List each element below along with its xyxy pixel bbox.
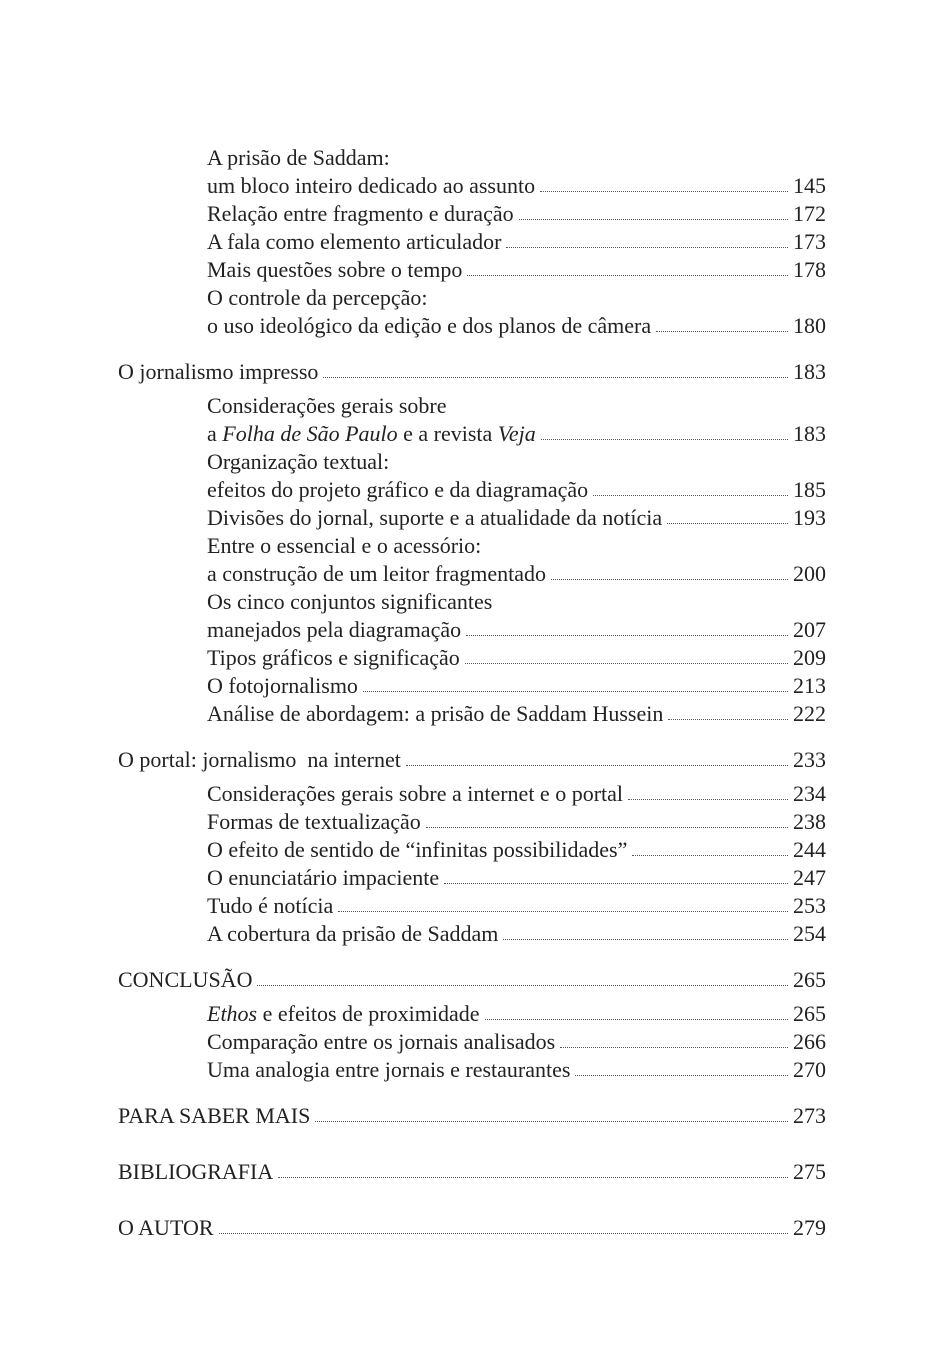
- toc-entry-title: Divisões do jornal, suporte e a atualidade da notícia: [207, 505, 663, 530]
- toc-entry-title: Comparação entre os jornais analisados: [207, 1029, 556, 1054]
- toc-page-number: 178: [793, 257, 826, 282]
- toc-chapter-title: O portal: jornalismo na internet: [118, 747, 401, 772]
- title-italic: Veja: [497, 421, 536, 446]
- toc-entry: [118, 644, 826, 672]
- toc-entry-title: Mais questões sobre o tempo: [207, 257, 463, 282]
- dot-leader: [315, 1115, 788, 1122]
- dot-leader: [560, 1041, 788, 1048]
- toc-page-number: 145: [793, 173, 826, 198]
- toc-entry-title: [207, 420, 536, 448]
- dot-leader: [485, 1013, 789, 1020]
- toc-page-number: 172: [793, 201, 826, 226]
- toc-page-number: 183: [793, 421, 826, 446]
- toc-entry-title: A fala como elemento articulador: [207, 229, 502, 254]
- toc-entry: [118, 476, 826, 504]
- toc-page-number: 253: [793, 893, 826, 918]
- title-text: e a revista: [397, 421, 498, 446]
- toc-entry-line: A prisão de Saddam:: [207, 145, 390, 170]
- title-italic: Folha de São Paulo: [222, 421, 398, 446]
- toc-entry-title: um bloco inteiro dedicado ao assunto: [207, 173, 536, 198]
- toc-entry-title: Formas de textualização: [207, 809, 421, 834]
- toc-chapter: [118, 1214, 826, 1242]
- toc-page-number: 247: [793, 865, 826, 890]
- toc-page-number: 238: [793, 809, 826, 834]
- toc-entry: [118, 1056, 826, 1084]
- toc-chapter-title: O AUTOR: [118, 1215, 214, 1240]
- dot-leader: [541, 433, 788, 440]
- toc-page-number: 233: [793, 747, 826, 772]
- dot-leader: [363, 685, 788, 692]
- toc-entry: [118, 228, 826, 256]
- dot-leader: [668, 713, 788, 720]
- dot-leader: [323, 371, 788, 378]
- toc-entry-title: o uso ideológico da edição e dos planos de câmera: [207, 313, 652, 338]
- dot-leader: [406, 759, 788, 766]
- dot-leader: [257, 979, 788, 986]
- toc-page-number: 213: [793, 673, 826, 698]
- toc-entry-title: A cobertura da prisão de Saddam: [207, 921, 499, 946]
- toc-page-number: 254: [793, 921, 826, 946]
- toc-entry: [118, 700, 826, 728]
- toc-page-number: 234: [793, 781, 826, 806]
- toc-entry: [118, 504, 826, 532]
- toc-chapter-title: BIBLIOGRAFIA: [118, 1159, 274, 1184]
- dot-leader: [503, 933, 788, 940]
- toc-entry: [118, 420, 826, 448]
- toc-entry-line: Considerações gerais sobre: [207, 393, 447, 418]
- toc-entry-title: Tudo é notícia: [207, 893, 334, 918]
- table-of-contents: [118, 144, 826, 1242]
- toc-chapter: [118, 746, 826, 774]
- toc-entry: [118, 672, 826, 700]
- toc-entry-title: Tipos gráficos e significação: [207, 645, 460, 670]
- toc-chapter-title: CONCLUSÃO: [118, 967, 253, 992]
- toc-entry-title: Análise de abordagem: a prisão de Saddam Hussein: [207, 701, 664, 726]
- toc-entry: [118, 256, 826, 284]
- dot-leader: [219, 1227, 788, 1234]
- dot-leader: [278, 1171, 788, 1178]
- dot-leader: [628, 793, 788, 800]
- toc-entry-line: Organização textual:: [207, 449, 390, 474]
- toc-entry-title: O enunciatário impaciente: [207, 865, 440, 890]
- toc-entry: [118, 172, 826, 200]
- dot-leader: [667, 517, 788, 524]
- toc-entry: [118, 1028, 826, 1056]
- dot-leader: [575, 1069, 788, 1076]
- toc-entry: [118, 1000, 826, 1028]
- toc-page-number: 273: [793, 1103, 826, 1128]
- dot-leader: [467, 269, 788, 276]
- toc-page-number: 279: [793, 1215, 826, 1240]
- dot-leader: [338, 905, 788, 912]
- toc-chapter-title: O jornalismo impresso: [118, 359, 319, 384]
- toc-entry-line: Entre o essencial e o acessório:: [207, 533, 482, 558]
- toc-entry-title: Considerações gerais sobre a internet e o portal: [207, 781, 624, 806]
- dot-leader: [426, 821, 788, 828]
- dot-leader: [593, 489, 788, 496]
- toc-entry-line: O controle da percepção:: [207, 285, 428, 310]
- dot-leader: [632, 849, 788, 856]
- toc-chapter: [118, 1158, 826, 1186]
- toc-entry: [118, 808, 826, 836]
- title-italic: Ethos: [207, 1001, 258, 1026]
- toc-page-number: 193: [793, 505, 826, 530]
- dot-leader: [506, 241, 788, 248]
- toc-chapter: [118, 966, 826, 994]
- toc-page-number: 209: [793, 645, 826, 670]
- toc-entry-line: Os cinco conjuntos significantes: [207, 589, 493, 614]
- toc-entry: [118, 616, 826, 644]
- toc-entry: [118, 864, 826, 892]
- dot-leader: [466, 629, 788, 636]
- toc-entry-title: manejados pela diagramação: [207, 617, 462, 642]
- toc-entry-title: Relação entre fragmento e duração: [207, 201, 514, 226]
- toc-entry: [118, 780, 826, 808]
- toc-entry-title: a construção de um leitor fragmentado: [207, 561, 547, 586]
- toc-page-number: 275: [793, 1159, 826, 1184]
- toc-page-number: 200: [793, 561, 826, 586]
- dot-leader: [465, 657, 788, 664]
- toc-entry-title: O fotojornalismo: [207, 673, 358, 698]
- toc-entry-title: efeitos do projeto gráfico e da diagramação: [207, 477, 589, 502]
- toc-entry-title: O efeito de sentido de “infinitas possibilidades”: [207, 837, 628, 862]
- title-text: e efeitos de proximidade: [257, 1001, 480, 1026]
- dot-leader: [519, 213, 788, 220]
- toc-chapter: [118, 358, 826, 386]
- toc-page-number: 266: [793, 1029, 826, 1054]
- toc-page-number: 183: [793, 359, 826, 384]
- toc-entry: [118, 200, 826, 228]
- toc-page-number: 222: [793, 701, 826, 726]
- toc-page-number: 265: [793, 967, 826, 992]
- dot-leader: [656, 325, 788, 332]
- toc-entry: [118, 836, 826, 864]
- dot-leader: [551, 573, 788, 580]
- dot-leader: [444, 877, 788, 884]
- toc-page-number: 180: [793, 313, 826, 338]
- toc-page-number: 265: [793, 1001, 826, 1026]
- toc-page-number: 173: [793, 229, 826, 254]
- toc-entry: [118, 920, 826, 948]
- toc-entry: [118, 560, 826, 588]
- toc-chapter-title: PARA SABER MAIS: [118, 1103, 311, 1128]
- toc-page-number: 207: [793, 617, 826, 642]
- dot-leader: [540, 185, 788, 192]
- toc-entry-title: [207, 1000, 480, 1028]
- toc-page-number: 185: [793, 477, 826, 502]
- toc-chapter: [118, 1102, 826, 1130]
- toc-page-number: 270: [793, 1057, 826, 1082]
- toc-entry: [118, 312, 826, 340]
- title-text: a: [207, 421, 223, 446]
- toc-entry: [118, 892, 826, 920]
- toc-page-number: 244: [793, 837, 826, 862]
- toc-entry-title: Uma analogia entre jornais e restaurantes: [207, 1057, 571, 1082]
